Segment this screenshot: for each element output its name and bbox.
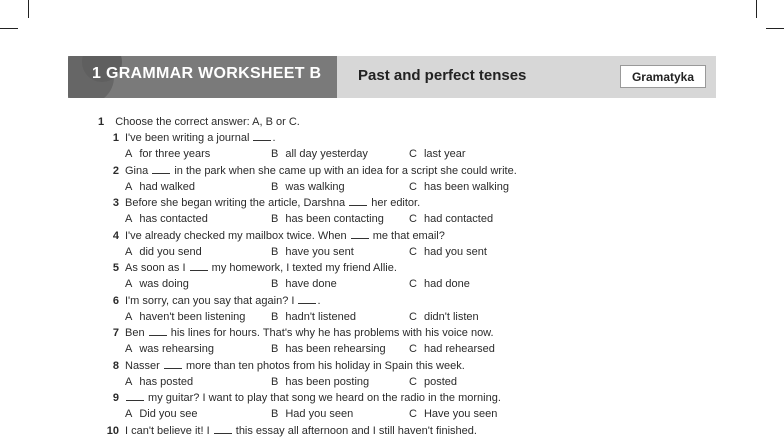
- option-letter: A: [125, 245, 133, 258]
- question-text-before: I can't believe it! I: [125, 424, 213, 437]
- option-letter: B: [271, 213, 279, 225]
- question-text-after: .: [317, 294, 321, 307]
- option-letter: A: [125, 310, 133, 323]
- question-text: [125, 294, 321, 308]
- question-text-before: Gina: [125, 164, 152, 177]
- question-text: [125, 326, 494, 340]
- option-text: has been rehearsing: [285, 343, 386, 355]
- question-text-after: more than ten photos from his holiday in Spain this week.: [182, 359, 465, 372]
- crop-mark: [28, 0, 29, 18]
- option-text: was rehearsing: [139, 343, 214, 355]
- question-number: 2: [112, 164, 119, 177]
- question-text-before: I've been writing a journal: [125, 132, 253, 144]
- option-text: last year: [423, 148, 466, 160]
- question-text: [125, 391, 501, 405]
- question-number: 6: [112, 294, 119, 307]
- question-number: 9: [112, 392, 119, 404]
- answer-option-b[interactable]: [271, 212, 384, 226]
- question-text-before: I've already checked my mailbox twice. When: [125, 229, 350, 242]
- answer-option-c[interactable]: [409, 147, 466, 161]
- option-text: has posted: [139, 375, 194, 388]
- option-text: had done: [423, 278, 470, 290]
- category-badge: Gramatyka: [620, 65, 706, 88]
- answer-option-a[interactable]: [125, 277, 189, 291]
- question-number: 8: [112, 359, 119, 372]
- option-letter: A: [125, 180, 133, 193]
- question-text-after: me that email?: [369, 229, 445, 242]
- option-letter: B: [271, 278, 279, 290]
- question-text-after: my homework, I texted my friend Allie.: [208, 262, 397, 274]
- answer-option-b[interactable]: [271, 375, 369, 389]
- question-text: [125, 424, 477, 438]
- question-text: [125, 164, 517, 178]
- option-letter: A: [125, 213, 133, 225]
- option-text: have done: [285, 278, 337, 290]
- answer-blank[interactable]: [149, 326, 167, 336]
- answer-option-c[interactable]: [409, 277, 470, 291]
- option-text: Have you seen: [423, 408, 498, 420]
- option-letter: A: [125, 375, 133, 388]
- option-letter: B: [271, 180, 279, 193]
- answer-option-a[interactable]: [125, 180, 195, 194]
- option-text: was walking: [285, 180, 345, 193]
- option-text: hadn't listened: [285, 310, 356, 323]
- option-text: Did you see: [139, 408, 198, 420]
- question-text-before: Ben: [125, 327, 148, 339]
- exercise-number: 1: [98, 116, 105, 128]
- option-text: all day yesterday: [285, 148, 368, 160]
- answer-option-a[interactable]: [125, 407, 197, 421]
- answer-option-c[interactable]: [409, 375, 457, 389]
- question-text: [125, 229, 445, 243]
- question-text: [125, 359, 465, 373]
- question-number: 4: [112, 229, 119, 242]
- option-text: Had you seen: [285, 408, 354, 420]
- answer-blank[interactable]: [152, 164, 170, 174]
- question-text: [125, 196, 420, 210]
- option-letter: A: [125, 148, 133, 160]
- answer-blank[interactable]: [349, 196, 367, 206]
- question-text: [125, 131, 276, 145]
- option-text: didn't listen: [423, 310, 479, 323]
- option-letter: A: [125, 408, 133, 420]
- option-text: has contacted: [139, 213, 208, 225]
- answer-option-c[interactable]: [409, 407, 497, 421]
- option-letter: C: [409, 148, 417, 160]
- option-text: had you sent: [423, 245, 487, 258]
- option-letter: A: [125, 343, 133, 355]
- option-letter: C: [409, 408, 417, 420]
- question-text-before: As soon as I: [125, 262, 189, 274]
- option-letter: C: [409, 180, 417, 193]
- answer-option-a[interactable]: [125, 245, 202, 259]
- question-text: [125, 261, 397, 275]
- exercise-instruction: [98, 115, 300, 129]
- crop-mark: [0, 28, 18, 29]
- answer-option-a[interactable]: [125, 147, 210, 161]
- header-title-panel: [68, 56, 337, 98]
- answer-option-c[interactable]: [409, 180, 509, 194]
- question-text-after: her editor.: [368, 197, 421, 209]
- answer-option-b[interactable]: [271, 310, 356, 324]
- answer-option-b[interactable]: [271, 147, 368, 161]
- option-letter: C: [409, 343, 417, 355]
- question-text-after: my guitar? I want to play that song we heard on the radio in the morning.: [145, 392, 501, 404]
- option-text: did you send: [139, 245, 202, 258]
- question-text-before: I'm sorry, can you say that again? I: [125, 294, 298, 307]
- worksheet-header: [68, 56, 716, 98]
- option-text: was doing: [139, 278, 189, 290]
- answer-blank[interactable]: [351, 229, 369, 239]
- question-number: 3: [112, 197, 119, 209]
- answer-option-b[interactable]: [271, 407, 353, 421]
- option-text: has been walking: [423, 180, 509, 193]
- answer-option-c[interactable]: [409, 245, 487, 259]
- option-letter: C: [409, 278, 417, 290]
- option-text: for three years: [139, 148, 211, 160]
- instruction-text: Choose the correct answer: A, B or C.: [115, 116, 300, 128]
- crop-mark: [766, 28, 784, 29]
- option-text: has been posting: [285, 375, 370, 388]
- question-number: 5: [112, 262, 119, 274]
- option-letter: C: [409, 213, 417, 225]
- answer-option-b[interactable]: [271, 245, 354, 259]
- option-letter: B: [271, 310, 279, 323]
- option-text: has been contacting: [285, 213, 384, 225]
- option-text: posted: [423, 375, 457, 388]
- answer-option-a[interactable]: [125, 375, 193, 389]
- option-letter: B: [271, 245, 279, 258]
- option-letter: C: [409, 245, 417, 258]
- question-text-after: .: [272, 132, 276, 144]
- question-text-after: in the park when she came up with an idea for a script she could write.: [171, 164, 517, 177]
- option-text: haven't been listening: [139, 310, 246, 323]
- option-letter: B: [271, 375, 279, 388]
- worksheet-title: 1 GRAMMAR WORKSHEET B: [92, 65, 322, 82]
- answer-blank[interactable]: [190, 261, 208, 271]
- question-text-after: his lines for hours. That's why he has problems with his voice now.: [167, 327, 494, 339]
- answer-option-b[interactable]: [271, 277, 337, 291]
- answer-option-c[interactable]: [409, 310, 479, 324]
- option-letter: A: [125, 278, 133, 290]
- question-number: 7: [112, 327, 119, 339]
- option-text: had rehearsed: [423, 343, 495, 355]
- option-text: had walked: [139, 180, 195, 193]
- answer-blank[interactable]: [214, 424, 232, 434]
- answer-option-a[interactable]: [125, 342, 214, 356]
- option-letter: C: [409, 375, 417, 388]
- question-number: 10: [106, 424, 119, 437]
- answer-blank[interactable]: [298, 294, 316, 304]
- answer-option-a[interactable]: [125, 310, 245, 324]
- question-text-after: this essay all afternoon and I still haven't finished.: [232, 424, 477, 437]
- option-letter: C: [409, 310, 417, 323]
- question-text-before: Before she began writing the article, Darshna: [125, 197, 349, 209]
- option-text: have you sent: [285, 245, 354, 258]
- answer-option-b[interactable]: [271, 180, 345, 194]
- option-letter: B: [271, 343, 279, 355]
- option-letter: B: [271, 148, 279, 160]
- answer-blank[interactable]: [126, 391, 144, 401]
- answer-blank[interactable]: [164, 359, 182, 369]
- option-text: had contacted: [423, 213, 494, 225]
- answer-option-c[interactable]: [409, 342, 495, 356]
- answer-option-b[interactable]: [271, 342, 386, 356]
- answer-option-a[interactable]: [125, 212, 208, 226]
- question-number: 1: [112, 132, 119, 144]
- worksheet-subtitle: Past and perfect tenses: [358, 67, 527, 84]
- question-text-before: Nasser: [125, 359, 163, 372]
- answer-blank[interactable]: [253, 131, 271, 141]
- option-letter: B: [271, 408, 279, 420]
- answer-option-c[interactable]: [409, 212, 493, 226]
- crop-mark: [756, 0, 757, 18]
